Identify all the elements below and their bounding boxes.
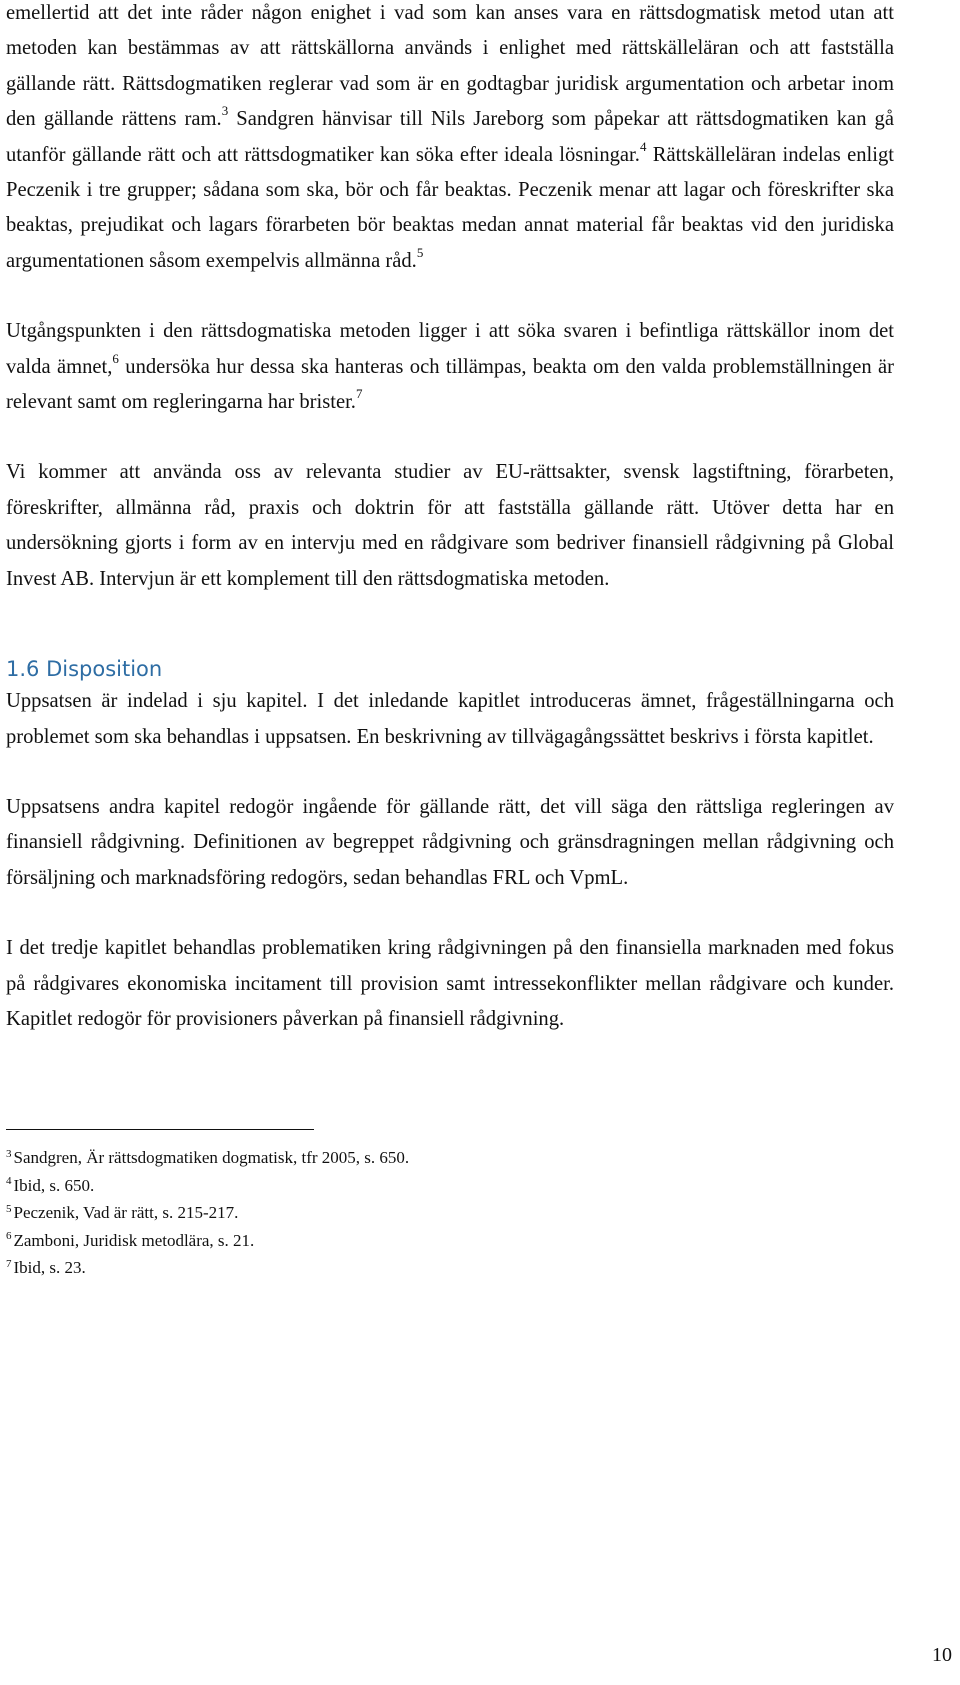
document-page	[6, 0, 894, 1282]
footnote-number: 5	[6, 1202, 12, 1215]
paragraph-text: emellertid att det inte råder någon enighet i vad som kan anses vara en rättsdogmatisk metod utan att metoden kan bestämmas av att rättskällorna används i enlighet med rättskälleläran och att fastställa gällande rätt. Rättsdogmatiken reglerar vad som är en godtagbar juridisk argumentation och arbetar inom den gällande rättens ram.	[6, 2, 894, 131]
paragraph-utgangspunkten	[6, 314, 894, 420]
footnote-number: 3	[6, 1147, 12, 1160]
footnote-number: 4	[6, 1175, 12, 1188]
footnote-ref: 6	[112, 350, 119, 366]
paragraph-kapitel-1: Uppsatsen är indelad i sju kapitel. I det inledande kapitlet introduceras ämnet, frågeställningarna och problemet som ska behandlas i uppsatsen. En beskrivning av tillvägagångssättet beskrivs i första kapitlet.	[6, 690, 894, 748]
footnote	[6, 1199, 894, 1227]
paragraph-rattsdogmatik	[6, 0, 894, 279]
paragraph-text: Utgångspunkten i den rättsdogmatiska metoden ligger i att söka svaren i befintliga rättskällor inom det valda ämnet,	[6, 320, 894, 378]
footnote-ref: 3	[221, 103, 229, 119]
footnote-text: Zamboni, Juridisk metodlära, s. 21.	[13, 1230, 255, 1250]
footnote-number: 6	[6, 1230, 12, 1243]
page-number: 10	[932, 1644, 952, 1666]
footnote	[6, 1254, 894, 1282]
footnote-ref: 5	[416, 244, 424, 260]
paragraph-text: undersöka hur dessa ska hanteras och tillämpas, beakta om den valda problemställningen är relevant samt om regleringarna har brister.	[6, 355, 894, 414]
footnote-number: 7	[6, 1257, 12, 1270]
footnote	[6, 1227, 894, 1255]
paragraph-kapitel-3: I det tredje kapitlet behandlas problematiken kring rådgivningen på den finansiella marknaden med fokus på rådgivares ekonomiska incitament till provision samt intressekonflikter mellan rådgivare och kunder. Kapitlet redogör för provisioners påverkan på finansiell rådgivning.	[6, 937, 894, 1030]
footnote	[6, 1144, 894, 1172]
footnote-text: Peczenik, Vad är rätt, s. 215-217.	[13, 1203, 239, 1223]
footnote-ref: 7	[355, 386, 363, 402]
paragraph-material: Vi kommer att använda oss av relevanta studier av EU-rättsakter, svensk lagstiftning, förarbeten, föreskrifter, allmänna råd, praxis och doktrin för att fastställa gällande rätt. Utöver detta har en undersökning gjorts i form av en intervju med en rådgivare som bedriver finansiell rådgivning på Global Invest AB. Intervjun är ett komplement till den rättsdogmatiska metoden.	[6, 461, 894, 590]
footnote-ref: 4	[639, 138, 647, 154]
paragraph-text: Rättskälleläran indelas enligt Peczenik i tre grupper; sådana som ska, bör och får beaktas. Peczenik menar att lagar och föreskrifter ska beaktas, prejudikat och lagars förarbeten bör beaktas medan annat material får beaktas vid den juridiska argumentationen såsom exempelvis allmänna råd.	[6, 143, 894, 272]
paragraph-kapitel-2: Uppsatsens andra kapitel redogör ingående för gällande rätt, det vill säga den rättsliga regleringen av finansiell rådgivning. Definitionen av begreppet rådgivning och gränsdragningen mellan rådgivning och försäljning och marknadsföring redogörs, sedan behandlas FRL och VpmL.	[6, 795, 894, 889]
footnote-text: Ibid, s. 650.	[13, 1175, 95, 1195]
footnotes-list	[6, 1144, 894, 1282]
footnote-text: Ibid, s. 23.	[13, 1258, 86, 1278]
section-heading: 1.6 Disposition	[6, 657, 163, 682]
footnote-text: Sandgren, Är rättsdogmatiken dogmatisk, tfr 2005, s. 650.	[13, 1148, 410, 1168]
footnote	[6, 1172, 894, 1200]
paragraph-text: Sandgren hänvisar till Nils Jareborg som påpekar att rättsdogmatiken kan gå utanför gällande rätt och att rättsdogmatiker kan söka efter ideala lösningar.	[6, 108, 894, 166]
footnote-separator	[6, 1129, 314, 1130]
